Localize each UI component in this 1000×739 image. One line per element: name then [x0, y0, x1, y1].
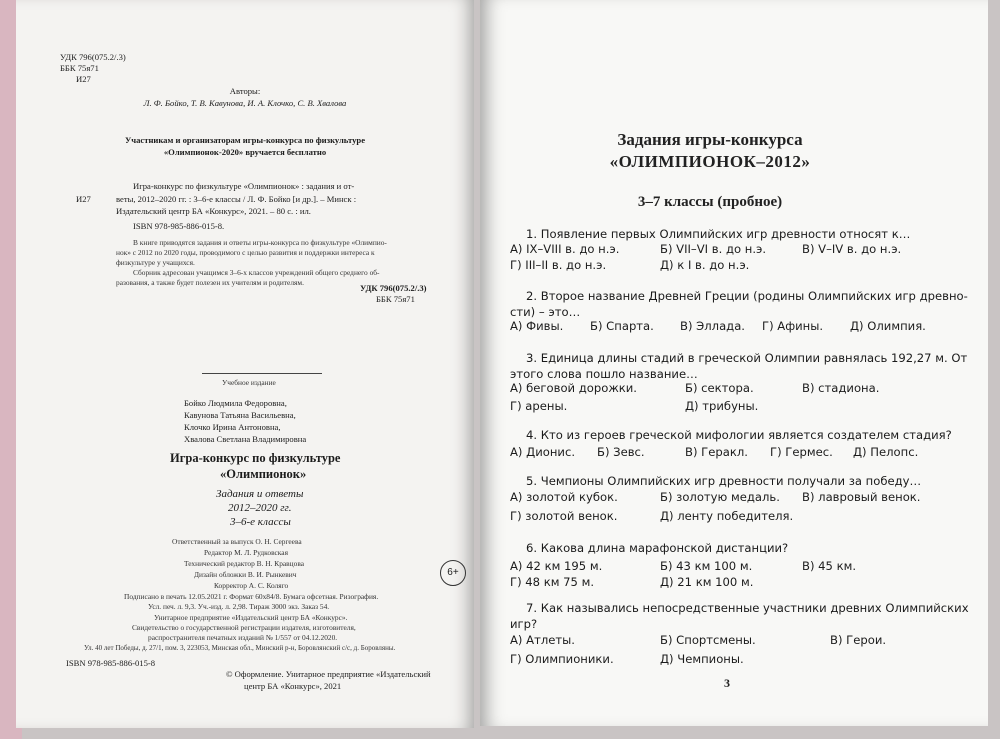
question-7-option: А) Атлеты.	[510, 633, 575, 647]
authors-label: Авторы:	[229, 86, 261, 96]
author-name-1: Бойко Людмила Федоровна,	[184, 398, 287, 408]
question-6-text: 6. Какова длина марафонской дистанции?	[526, 541, 789, 555]
question-5-option: Б) золотую медаль.	[660, 490, 780, 504]
question-2-option: Г) Афины.	[762, 319, 824, 333]
abstract-line-3: физкультуре у учащихся.	[116, 258, 195, 267]
isbn-footer: ISBN 978-985-886-015-8	[66, 658, 156, 668]
abstract-line-5: разования, а также будет полезен их учителям и родителям.	[116, 278, 304, 287]
question-1-option: Б) VII–VI в. до н.э.	[660, 242, 767, 256]
copyright-line-2: центр БА «Конкурс», 2021	[244, 681, 342, 691]
bbk-code: ББК 75я71	[60, 63, 99, 73]
subtitle-1: Задания и ответы	[216, 488, 304, 500]
question-7-option: Д) Чемпионы.	[660, 652, 744, 666]
question-2-text: 2. Второе название Древней Греции (родины Олимпийских игр древно-	[526, 289, 968, 303]
question-5-option: А) золотой кубок.	[510, 490, 618, 504]
question-2-option: В) Эллада.	[680, 319, 745, 333]
question-1-option: В) V–IV в. до н.э.	[802, 242, 902, 256]
publisher-line-1: Унитарное предприятие «Издательский центр БА «Конкурс».	[154, 613, 348, 622]
section-heading: 3–7 классы (пробное)	[637, 194, 783, 210]
credit-3: Технический редактор В. Н. Кравцова	[184, 559, 304, 568]
question-7-option: Б) Спортсмены.	[660, 633, 756, 647]
question-1-text: 1. Появление первых Олимпийских игр древности относят к…	[526, 227, 911, 241]
udk-code: УДК 796(075.2/.3)	[60, 52, 126, 62]
question-7-text: 7. Как назывались непосредственные участники древних Олимпийских	[526, 601, 969, 615]
question-7-option: Г) Олимпионики.	[510, 652, 614, 666]
catalog-line-3: Издательский центр БА «Конкурс», 2021. – 80 с. : ил.	[116, 206, 311, 216]
credit-1: Ответственный за выпуск О. Н. Сергеева	[172, 537, 302, 546]
question-6-option: А) 42 км 195 м.	[510, 559, 603, 573]
question-2-text: сти) – это…	[510, 305, 581, 319]
print-line-1: Подписано в печать 12.05.2021 г. Формат 60х84/8. Бумага офсетная. Ризография.	[124, 592, 379, 601]
age-rating-badge: 6+	[440, 560, 466, 586]
subtitle-3: 3–6-е классы	[230, 516, 291, 528]
author-name-3: Клочко Ирина Антоновна,	[184, 422, 281, 432]
page-title-2: «ОЛИМПИОНОК–2012»	[609, 152, 811, 171]
question-5-text: 5. Чемпионы Олимпийских игр древности получали за победу…	[526, 474, 922, 488]
book-title-1: Игра-конкурс по физкультуре	[170, 451, 341, 465]
question-7-option: В) Герои.	[830, 633, 887, 647]
credit-4: Дизайн обложки В. И. Рынкевич	[194, 570, 297, 579]
author-code: И27	[76, 74, 91, 84]
publisher-line-2: Свидетельство о государственной регистрации издателя, изготовителя,	[132, 623, 356, 632]
subtitle-2: 2012–2020 гг.	[228, 502, 292, 514]
question-4-option: Г) Гермес.	[770, 445, 833, 459]
question-3-option: Г) арены.	[510, 399, 568, 413]
question-2-option: Б) Спарта.	[590, 319, 654, 333]
question-4-text: 4. Кто из героев греческой мифологии является создателем стадия?	[526, 428, 952, 442]
question-3-text: этого слова пошло название…	[510, 367, 698, 381]
publisher-line-3: распространителя печатных изданий № 1/557 от 04.12.2020.	[148, 633, 338, 642]
question-2-option: Д) Олимпия.	[850, 319, 926, 333]
question-5-option: Д) ленту победителя.	[660, 509, 794, 523]
catalog-code: И27	[76, 194, 91, 204]
udk-code-2: УДК 796(075.2/.3)	[360, 283, 427, 293]
question-4-option: Б) Зевс.	[597, 445, 645, 459]
publisher-address: Ул. 40 лет Победы, д. 27/1, пом. 3, 223053, Минская обл., Минский р-н, Боровлянский с/с, д. Боровляны.	[84, 644, 396, 652]
question-3-option: А) беговой дорожки.	[510, 381, 637, 395]
question-3-option: В) стадиона.	[802, 381, 880, 395]
divider	[202, 373, 322, 374]
question-5-option: В) лавровый венок.	[802, 490, 921, 504]
question-5-option: Г) золотой венок.	[510, 509, 618, 523]
question-7-text: игр?	[510, 617, 538, 631]
notice-line-1: Участникам и организаторам игры-конкурса по физкультуре	[124, 135, 366, 145]
edition-type: Учебное издание	[222, 378, 276, 387]
catalog-line-2: веты, 2012–2020 гг. : 3–6-е классы / Л. Ф. Бойко [и др.]. – Минск :	[116, 194, 357, 204]
author-name-2: Кавунова Татьяна Васильевна,	[184, 410, 296, 420]
question-4-option: Д) Пелопс.	[853, 445, 919, 459]
authors-list: Л. Ф. Бойко, Т. В. Кавунова, И. А. Клочко, С. В. Хвалова	[143, 98, 347, 108]
question-6-option: Д) 21 км 100 м.	[660, 575, 754, 589]
right-page	[480, 0, 988, 726]
page-number: 3	[724, 676, 730, 690]
abstract-line-1: В книге приводятся задания и ответы игры-конкурса по физкультуре «Олимпио-	[133, 238, 387, 247]
isbn-line: ISBN 978-985-886-015-8.	[133, 221, 225, 231]
question-6-option: В) 45 км.	[802, 559, 857, 573]
book-title-2: «Олимпионок»	[220, 467, 307, 481]
question-1-option: Д) к I в. до н.э.	[660, 258, 750, 272]
catalog-line-1: Игра-конкурс по физкультуре «Олимпионок» : задания и от-	[133, 181, 355, 191]
question-4-option: В) Геракл.	[685, 445, 748, 459]
author-name-4: Хвалова Светлана Владимировна	[184, 434, 307, 444]
page-title-1: Задания игры-конкурса	[617, 130, 803, 149]
left-page	[16, 0, 474, 728]
question-3-text: 3. Единица длины стадий в греческой Олимпии равнялась 192,27 м. От	[526, 351, 968, 365]
credit-5: Корректор А. С. Коляго	[214, 581, 289, 590]
copyright-line-1: © Оформление. Унитарное предприятие «Издательский	[226, 669, 431, 679]
abstract-line-2: нок» с 2012 по 2020 годы, проводимого с целью развития и поддержки интереса к	[116, 248, 375, 257]
abstract-line-4: Сборник адресован учащимся 3–6-х классов учреждений общего среднего об-	[133, 268, 380, 277]
credit-2: Редактор М. Л. Рудковская	[204, 548, 288, 557]
bbk-code-2: ББК 75я71	[376, 294, 415, 304]
question-1-option: Г) III–II в. до н.э.	[510, 258, 607, 272]
question-4-option: А) Дионис.	[510, 445, 575, 459]
question-2-option: А) Фивы.	[510, 319, 564, 333]
question-6-option: Г) 48 км 75 м.	[510, 575, 595, 589]
question-3-option: Д) трибуны.	[685, 399, 759, 413]
question-6-option: Б) 43 км 100 м.	[660, 559, 753, 573]
print-line-2: Усл. печ. л. 9,3. Уч.-изд. л. 2,98. Тираж 3000 экз. Заказ 54.	[148, 602, 330, 611]
question-3-option: Б) сектора.	[685, 381, 754, 395]
notice-line-2: «Олимпионок-2020» вручается бесплатно	[163, 147, 327, 157]
question-1-option: А) IX–VIII в. до н.э.	[510, 242, 620, 256]
